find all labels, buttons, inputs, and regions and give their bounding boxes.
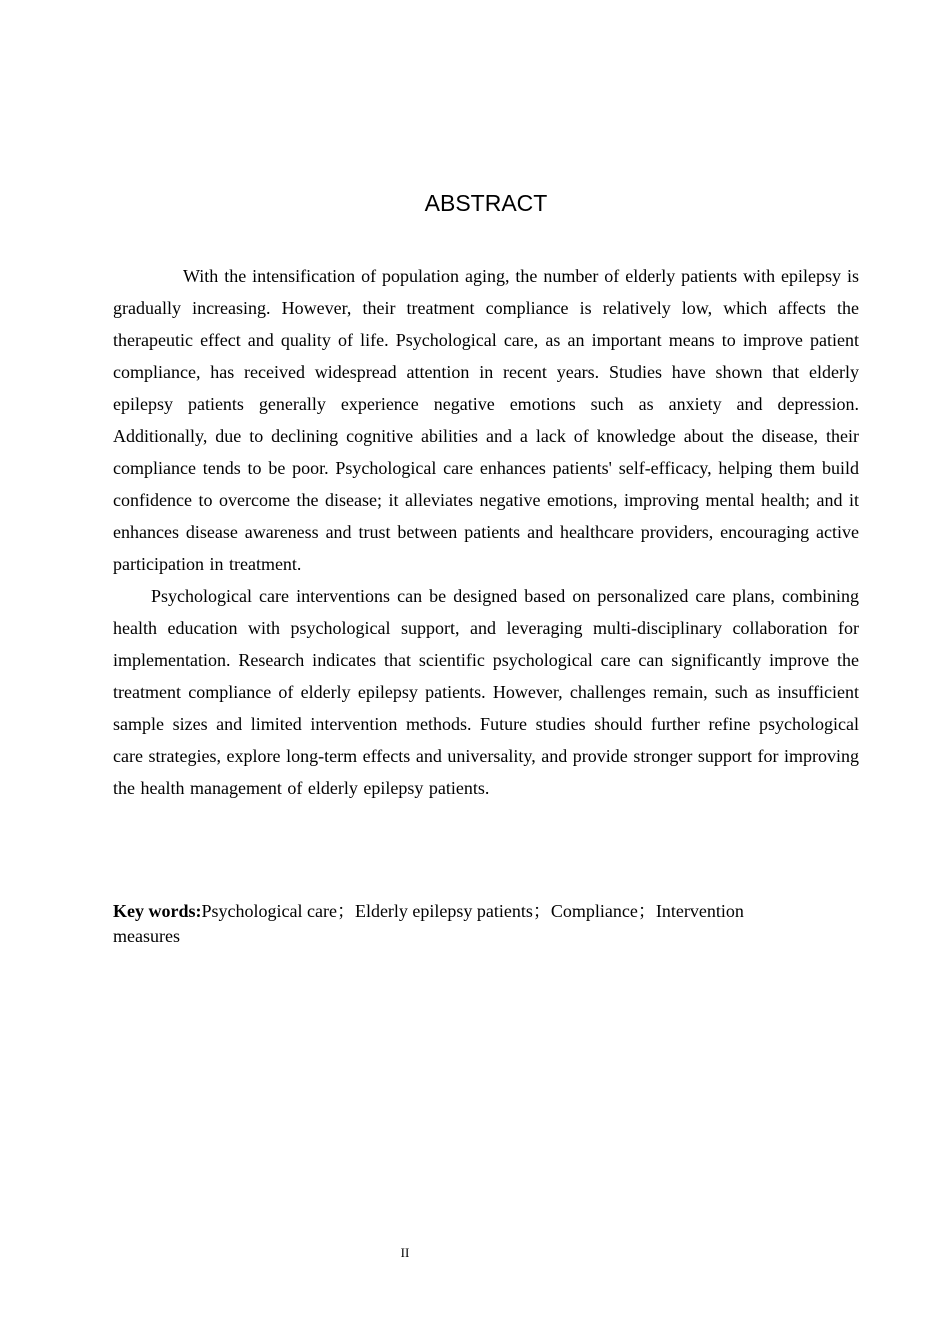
abstract-title: ABSTRACT xyxy=(424,190,548,216)
keywords-label: Key words: xyxy=(113,901,202,921)
keywords-text: Psychological care；Elderly epilepsy patients；Compliance；Intervention measures xyxy=(113,901,744,946)
abstract-paragraph-1: With the intensification of population aging, the number of elderly patients with epilepsy is gradually increasing. However, their treatment compliance is relatively low, which affects the therapeutic effect and quality of life. Psychological care, as an important means to improve patient compliance, has received widespread attention in recent years. Studies have shown that elderly epilepsy patients generally experience negative emotions such as anxiety and depression. Additionally, due to declining cognitive abilities and a lack of knowledge about the disease, their compliance tends to be poor. Psychological care enhances patients' self-efficacy, helping them build confidence to overcome the disease; it alleviates negative emotions, improving mental health; and it enhances disease awareness and trust between patients and healthcare providers, encouraging active participation in treatment. xyxy=(113,266,859,574)
abstract-paragraph-2: Psychological care interventions can be designed based on personalized care plans, combining health education with psychological support, and leveraging multi-disciplinary collaboration for implementation. Research indicates that scientific psychological care can significantly improve the treatment compliance of elderly epilepsy patients. However, challenges remain, such as insufficient sample sizes and limited intervention methods. Future studies should further refine psychological care strategies, explore long-term effects and universality, and provide stronger support for improving the health management of elderly epilepsy patients. xyxy=(113,586,859,798)
page-number: II xyxy=(400,1245,410,1260)
keywords-line xyxy=(113,899,813,949)
abstract-body xyxy=(113,260,859,804)
